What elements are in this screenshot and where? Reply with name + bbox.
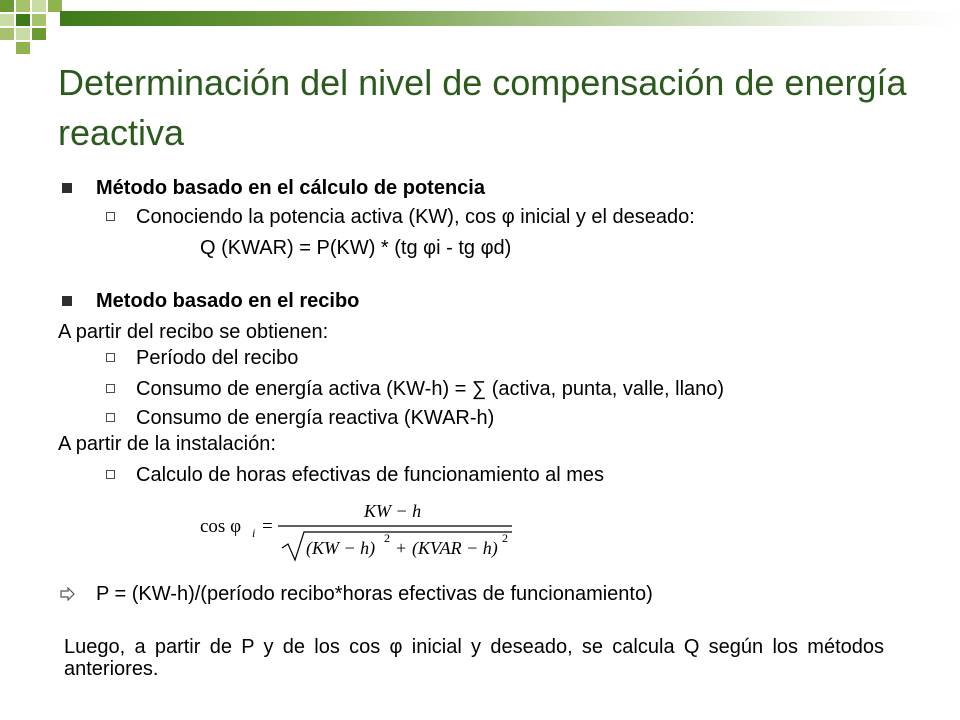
receipt-item: Consumo de energía activa (KW-h) = ∑ (activa, punta, valle, llano) bbox=[136, 378, 725, 400]
hollow-square-bullet-icon bbox=[106, 413, 115, 422]
installation-intro: A partir de la instalación: bbox=[58, 433, 276, 455]
formula-den-a: (KW − h) bbox=[306, 538, 376, 558]
formula-numerator: KW − h bbox=[364, 501, 422, 521]
header-gradient-bar bbox=[60, 11, 960, 26]
hollow-square-bullet-icon bbox=[106, 353, 115, 362]
section1-heading: Método basado en el cálculo de potencia bbox=[96, 177, 485, 199]
cos-phi-formula bbox=[196, 496, 526, 564]
corner-decoration bbox=[0, 0, 80, 60]
installation-item: Calculo de horas efectivas de funcionamiento al mes bbox=[136, 464, 605, 486]
reactive-power-formula: Q (KWAR) = P(KW) * (tg φi - tg φd) bbox=[200, 237, 512, 259]
hollow-square-bullet-icon bbox=[106, 384, 115, 393]
hollow-square-bullet-icon bbox=[106, 212, 115, 221]
formula-den-b: (KVAR − h) bbox=[412, 538, 498, 558]
conclusion-paragraph: Luego, a partir de P y de los cos φ inicial y deseado, se calcula Q según los métodos anteriores. bbox=[64, 636, 884, 680]
formula-den-exp-a: 2 bbox=[384, 531, 390, 545]
formula-lhs: cos φ bbox=[200, 516, 242, 537]
receipt-intro: A partir del recibo se obtienen: bbox=[58, 321, 329, 343]
formula-equals: = bbox=[262, 516, 273, 537]
formula-lhs-sub: i bbox=[252, 526, 256, 540]
receipt-item: Consumo de energía reactiva (KWAR-h) bbox=[136, 407, 495, 429]
slide-title: Determinación del nivel de compensación de energía reactiva bbox=[58, 62, 907, 153]
receipt-item: Período del recibo bbox=[136, 347, 299, 369]
formula-den-plus: + bbox=[396, 538, 407, 558]
power-formula: P = (KW-h)/(período recibo*horas efectivas de funcionamiento) bbox=[96, 583, 653, 605]
arrow-right-icon bbox=[60, 587, 76, 601]
section2-heading: Metodo basado en el recibo bbox=[96, 290, 360, 312]
hollow-square-bullet-icon bbox=[106, 470, 115, 479]
formula-den-exp-b: 2 bbox=[502, 531, 508, 545]
square-bullet-icon bbox=[62, 183, 72, 193]
section1-item: Conociendo la potencia activa (KW), cos φ inicial y el deseado: bbox=[136, 206, 695, 228]
square-bullet-icon bbox=[62, 296, 72, 306]
